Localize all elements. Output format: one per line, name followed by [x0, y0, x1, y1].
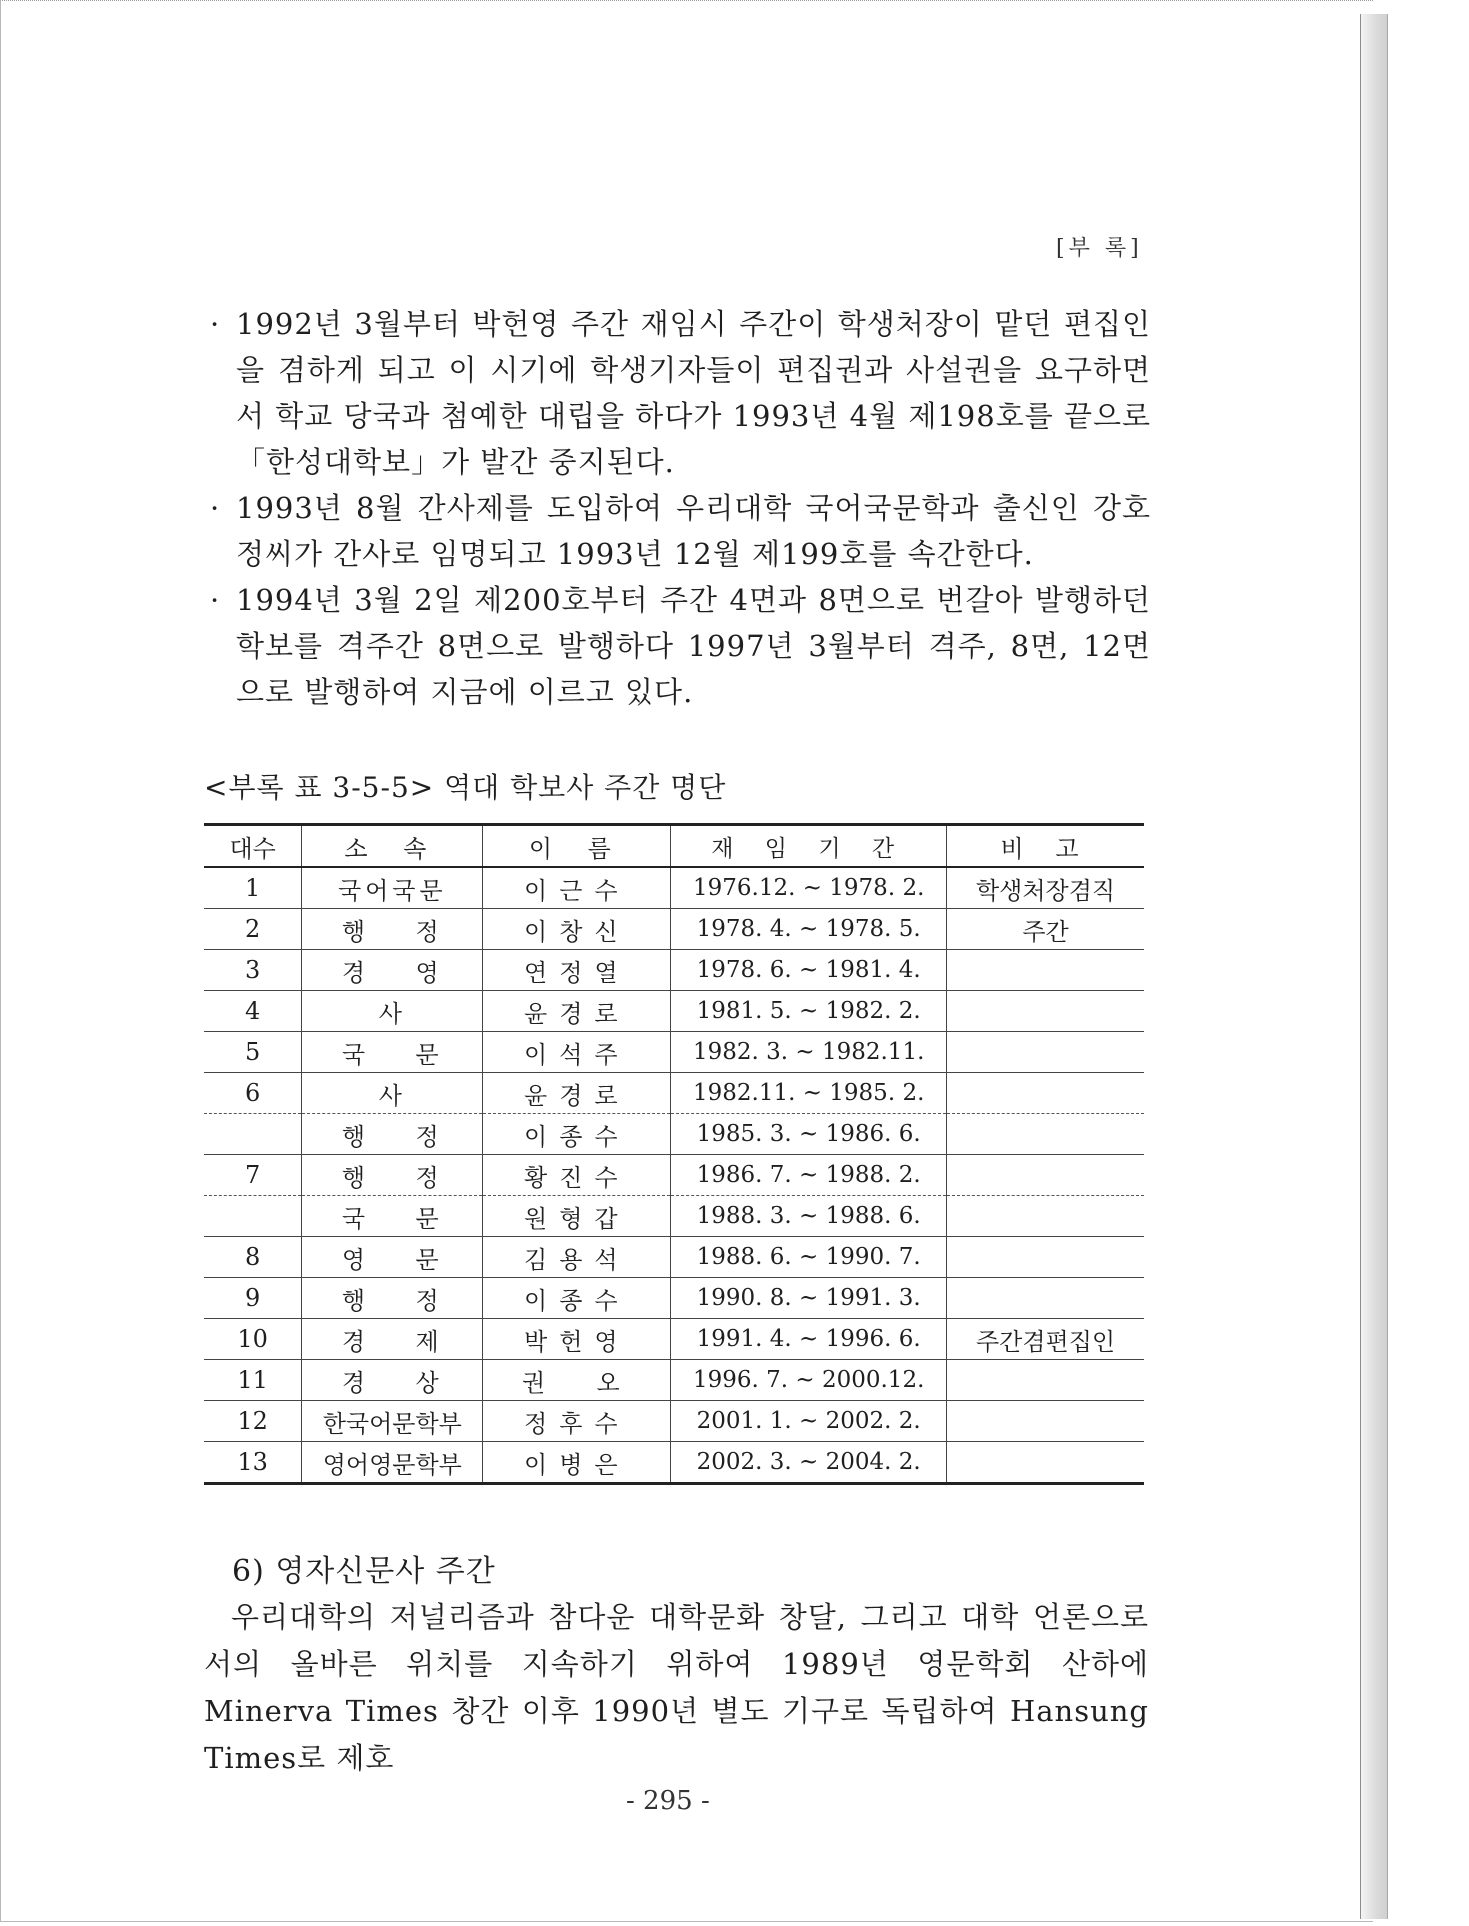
section-paragraph: 우리대학의 저널리즘과 참다운 대학문화 창달, 그리고 대학 언론으로서의 올바른 위치를 지속하기 위하여 1989년 영문학회 산하에 Minerva Times 창간 이후 1990년 별도 기구로 독립하여 Hansung Times로 제호 — [204, 1600, 1149, 1775]
bullet-marker: · — [210, 491, 221, 525]
cell-name: 윤경로 — [483, 1073, 671, 1114]
cell-period: 1981. 5. ~ 1982. 2. — [671, 991, 947, 1032]
editor-roster-table — [204, 823, 1144, 1485]
cell-number: 9 — [204, 1278, 302, 1319]
cell-note — [947, 1073, 1144, 1114]
cell-number: 6 — [204, 1073, 302, 1114]
cell-note: 주간겸편집인 — [947, 1319, 1144, 1360]
cell-name: 이종수 — [483, 1278, 671, 1319]
cell-department: 행 정 — [302, 1155, 483, 1196]
cell-number: 8 — [204, 1237, 302, 1278]
cell-period: 1976.12. ~ 1978. 2. — [671, 867, 947, 909]
cell-department: 영어영문학부 — [302, 1442, 483, 1484]
cell-number: 1 — [204, 867, 302, 909]
bullet-list — [206, 301, 1151, 715]
cell-number: 4 — [204, 991, 302, 1032]
bullet-item — [206, 301, 1151, 485]
table-row — [204, 909, 1144, 950]
cell-note — [947, 1401, 1144, 1442]
cell-name: 권 오 — [483, 1360, 671, 1401]
table-row — [204, 1319, 1144, 1360]
cell-note — [947, 1237, 1144, 1278]
table-row — [204, 1360, 1144, 1401]
cell-number: 5 — [204, 1032, 302, 1073]
cell-number: 2 — [204, 909, 302, 950]
cell-number: 12 — [204, 1401, 302, 1442]
bullet-text: 1992년 3월부터 박헌영 주간 재임시 주간이 학생처장이 맡던 편집인을 겸하게 되고 이 시기에 학생기자들이 편집권과 사설권을 요구하면서 학교 당국과 첨예한 대립을 하다가 1993년 4월 제198호를 끝으로 「한성대학보」가 발간 중지된다. — [236, 307, 1151, 479]
table-row — [204, 950, 1144, 991]
cell-period: 1988. 3. ~ 1988. 6. — [671, 1196, 947, 1237]
cell-number — [204, 1196, 302, 1237]
table-row — [204, 1196, 1144, 1237]
cell-period: 1978. 6. ~ 1981. 4. — [671, 950, 947, 991]
running-header: [부 록] — [1056, 236, 1143, 261]
bullet-text: 1994년 3월 2일 제200호부터 주간 4면과 8면으로 번갈아 발행하던 학보를 격주간 8면으로 발행하다 1997년 3월부터 격주, 8면, 12면으로 발행하여 지금에 이르고 있다. — [236, 583, 1151, 709]
cell-name: 이창신 — [483, 909, 671, 950]
cell-name: 이근수 — [483, 867, 671, 909]
table-header-row — [204, 825, 1144, 868]
cell-number: 10 — [204, 1319, 302, 1360]
cell-note: 학생처장겸직 — [947, 867, 1144, 909]
cell-period: 1978. 4. ~ 1978. 5. — [671, 909, 947, 950]
cell-number: 13 — [204, 1442, 302, 1484]
cell-name: 원형갑 — [483, 1196, 671, 1237]
page-number: - 295 - — [626, 1786, 710, 1816]
header-cell-number: 대수 — [204, 825, 302, 868]
bullet-text: 1993년 8월 간사제를 도입하여 우리대학 국어국문학과 출신인 강호정씨가 간사로 임명되고 1993년 12월 제199호를 속간한다. — [236, 491, 1151, 571]
cell-department: 국어국문 — [302, 867, 483, 909]
table-row — [204, 1401, 1144, 1442]
cell-name: 이병은 — [483, 1442, 671, 1484]
cell-period: 1996. 7. ~ 2000.12. — [671, 1360, 947, 1401]
cell-number — [204, 1114, 302, 1155]
cell-name: 김용석 — [483, 1237, 671, 1278]
table-row — [204, 867, 1144, 909]
cell-name: 윤경로 — [483, 991, 671, 1032]
bullet-item — [206, 577, 1151, 715]
cell-note — [947, 1155, 1144, 1196]
cell-period: 1986. 7. ~ 1988. 2. — [671, 1155, 947, 1196]
cell-department: 국 문 — [302, 1032, 483, 1073]
cell-department: 국 문 — [302, 1196, 483, 1237]
cell-department: 행 정 — [302, 1114, 483, 1155]
page-edge-shadow — [1360, 14, 1388, 1919]
cell-name: 황진수 — [483, 1155, 671, 1196]
cell-note — [947, 1360, 1144, 1401]
table-row — [204, 1073, 1144, 1114]
cell-name: 연정열 — [483, 950, 671, 991]
table-row — [204, 1278, 1144, 1319]
cell-number: 3 — [204, 950, 302, 991]
table-row — [204, 1155, 1144, 1196]
cell-department: 행 정 — [302, 1278, 483, 1319]
cell-department: 경 제 — [302, 1319, 483, 1360]
cell-note — [947, 950, 1144, 991]
cell-department: 사 — [302, 1073, 483, 1114]
cell-period: 1988. 6. ~ 1990. 7. — [671, 1237, 947, 1278]
table-row — [204, 1237, 1144, 1278]
cell-name: 이종수 — [483, 1114, 671, 1155]
cell-note: 주간 — [947, 909, 1144, 950]
cell-department: 사 — [302, 991, 483, 1032]
cell-number: 11 — [204, 1360, 302, 1401]
cell-note — [947, 1196, 1144, 1237]
cell-name: 정후수 — [483, 1401, 671, 1442]
table-row — [204, 991, 1144, 1032]
cell-period: 1991. 4. ~ 1996. 6. — [671, 1319, 947, 1360]
cell-period: 2001. 1. ~ 2002. 2. — [671, 1401, 947, 1442]
cell-note — [947, 991, 1144, 1032]
cell-note — [947, 1442, 1144, 1484]
bullet-item — [206, 485, 1151, 577]
table-caption: <부록 표 3-5-5> 역대 학보사 주간 명단 — [204, 771, 727, 804]
header-cell-note: 비 고 — [947, 825, 1144, 868]
cell-period: 1990. 8. ~ 1991. 3. — [671, 1278, 947, 1319]
table-row — [204, 1032, 1144, 1073]
cell-note — [947, 1032, 1144, 1073]
cell-note — [947, 1278, 1144, 1319]
cell-period: 1982.11. ~ 1985. 2. — [671, 1073, 947, 1114]
cell-department: 한국어문학부 — [302, 1401, 483, 1442]
bullet-marker: · — [210, 583, 221, 617]
cell-period: 1985. 3. ~ 1986. 6. — [671, 1114, 947, 1155]
cell-name: 박헌영 — [483, 1319, 671, 1360]
cell-department: 영 문 — [302, 1237, 483, 1278]
table-row — [204, 1114, 1144, 1155]
cell-period: 1982. 3. ~ 1982.11. — [671, 1032, 947, 1073]
header-cell-department: 소 속 — [302, 825, 483, 868]
section-heading: 6) 영자신문사 주간 — [232, 1554, 496, 1589]
table-row — [204, 1442, 1144, 1484]
cell-number: 7 — [204, 1155, 302, 1196]
cell-note — [947, 1114, 1144, 1155]
cell-name: 이석주 — [483, 1032, 671, 1073]
cell-period: 2002. 3. ~ 2004. 2. — [671, 1442, 947, 1484]
header-cell-period: 재 임 기 간 — [671, 825, 947, 868]
bullet-marker: · — [210, 307, 221, 341]
cell-department: 경 영 — [302, 950, 483, 991]
cell-department: 경 상 — [302, 1360, 483, 1401]
header-cell-name: 이 름 — [483, 825, 671, 868]
cell-department: 행 정 — [302, 909, 483, 950]
